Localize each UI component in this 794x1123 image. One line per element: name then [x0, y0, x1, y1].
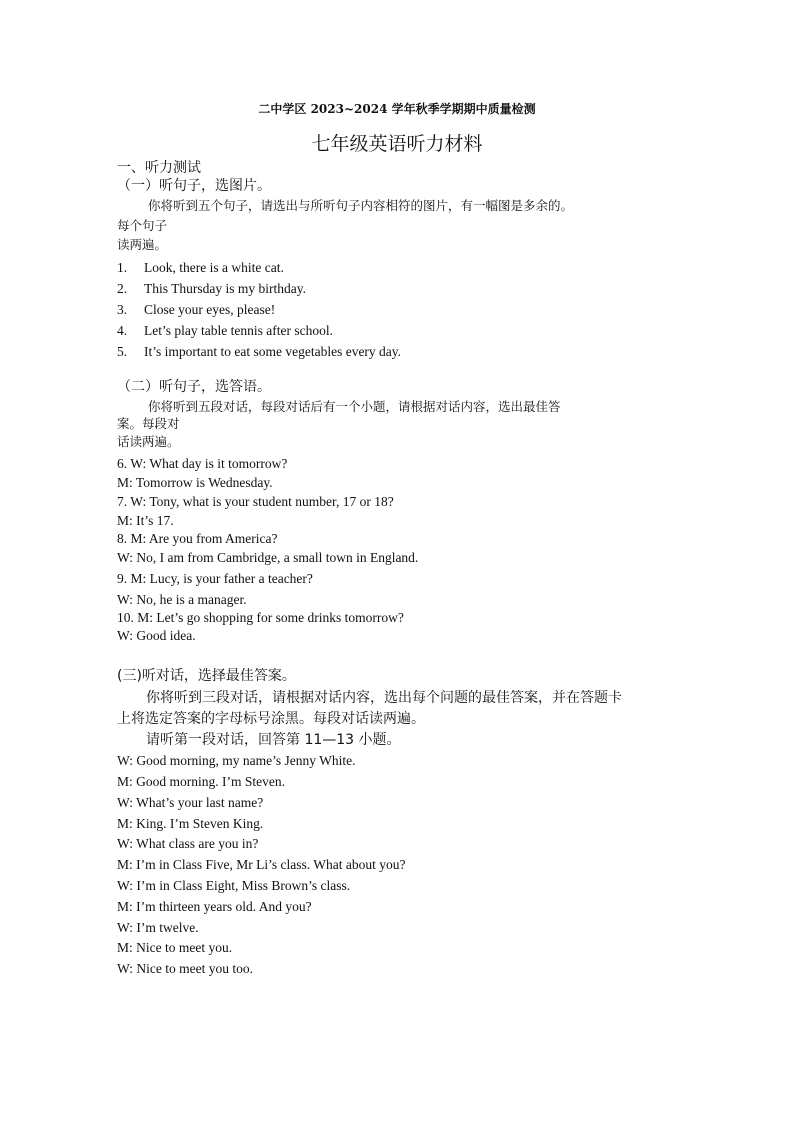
- dialogue-line: W: Good idea.: [117, 628, 196, 643]
- list-item: [117, 259, 284, 277]
- list-item: [117, 343, 401, 361]
- dialogue-line: W: What class are you in?: [117, 836, 259, 851]
- dialogue-line: W: What’s your last name?: [117, 795, 264, 810]
- dialogue-line: M: I’m in Class Five, Mr Li’s class. What about you?: [117, 857, 406, 872]
- dialogue-line: 6. W: What day is it tomorrow?: [117, 456, 288, 471]
- dialogue-line: W: I’m twelve.: [117, 920, 199, 935]
- part1-instruction: 你将听到五个句子，请选出与所听句子内容相符的图片，有一幅图是多余的。: [148, 198, 574, 213]
- list-item: [117, 280, 306, 298]
- dialogue-line: W: I’m in Class Eight, Miss Brown’s class.: [117, 878, 351, 893]
- dialogue-line: M: King. I’m Steven King.: [117, 816, 264, 831]
- part2-instruction: 你将听到五段对话，每段对话后有一个小题，请根据对话内容，选出最佳答: [148, 399, 561, 414]
- part2-instruction-cont: 话读两遍。: [117, 434, 180, 449]
- dialogue-line: 7. W: Tony, what is your student number, 17 or 18?: [117, 494, 394, 509]
- item-number: 2.: [117, 281, 128, 296]
- section-heading: 一、听力测试: [117, 160, 201, 176]
- item-text: This Thursday is my birthday.: [144, 281, 306, 296]
- item-number: 1.: [117, 260, 128, 275]
- dialogue-line: M: Tomorrow is Wednesday.: [117, 475, 273, 490]
- item-text: It’s important to eat some vegetables every day.: [144, 344, 402, 359]
- document-title: 七年级英语听力材料: [311, 133, 483, 155]
- part1-heading: （一）听句子，选图片。: [117, 178, 271, 194]
- dialogue-line: 9. M: Lucy, is your father a teacher?: [117, 571, 313, 586]
- item-number: 3.: [117, 302, 128, 317]
- part3-instruction-sub: 请听第一段对话，回答第 11—13 小题。: [146, 732, 401, 748]
- dialogue-line: W: No, I am from Cambridge, a small town in England.: [117, 550, 419, 565]
- dialogue-line: W: No, he is a manager.: [117, 592, 247, 607]
- part3-heading: (三)听对话，选择最佳答案。: [117, 668, 296, 684]
- dialogue-line: M: It’s 17.: [117, 513, 174, 528]
- part1-instruction-cont: 每个句子: [117, 218, 168, 233]
- part3-instruction-cont: 上将选定答案的字母标号涂黑。每段对话读两遍。: [117, 711, 425, 727]
- dialogue-line: W: Good morning, my name’s Jenny White.: [117, 753, 356, 768]
- item-text: Let’s play table tennis after school.: [144, 323, 333, 338]
- dialogue-line: M: I’m thirteen years old. And you?: [117, 899, 312, 914]
- part3-instruction: 你将听到三段对话，请根据对话内容，选出每个问题的最佳答案，并在答题卡: [146, 690, 622, 706]
- item-text: Look, there is a white cat.: [144, 260, 284, 275]
- exam-subtitle: 二中学区 2023~2024 学年秋季学期期中质量检测: [258, 102, 536, 116]
- part2-instruction-cont: 案。每段对: [117, 416, 180, 431]
- list-item: [117, 301, 275, 319]
- dialogue-line: W: Nice to meet you too.: [117, 961, 253, 976]
- part1-instruction-cont: 读两遍。: [117, 237, 168, 252]
- list-item: [117, 322, 333, 340]
- item-number: 4.: [117, 323, 128, 338]
- item-number: 5.: [117, 344, 128, 359]
- dialogue-line: M: Good morning. I’m Steven.: [117, 774, 285, 789]
- dialogue-line: 8. M: Are you from America?: [117, 531, 278, 546]
- part2-heading: （二）听句子，选答语。: [117, 379, 271, 395]
- item-text: Close your eyes, please!: [144, 302, 276, 317]
- dialogue-line: 10. M: Let’s go shopping for some drinks tomorrow?: [117, 610, 404, 625]
- dialogue-line: M: Nice to meet you.: [117, 940, 233, 955]
